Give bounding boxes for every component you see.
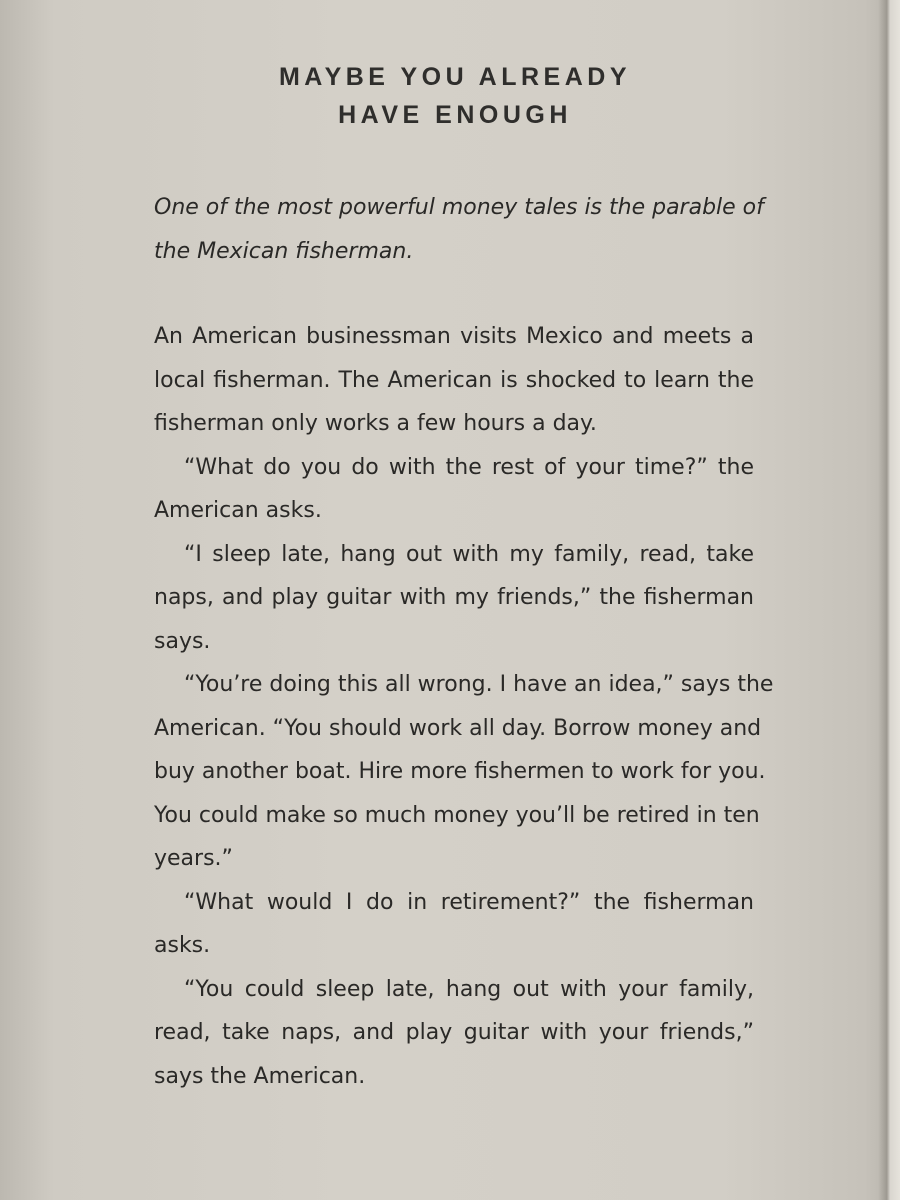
text-line: fisherman only works a few hours a day. — [154, 411, 597, 436]
text-line: read, take naps, and play guitar with your friends,” — [154, 1020, 754, 1045]
text-line: says. — [154, 628, 211, 654]
text-line: “What do you do with the rest of your time?” the — [184, 454, 754, 480]
text-line: “What would I do in retirement?” the fisherman — [184, 889, 754, 915]
text-line: naps, and play guitar with my friends,” the fisherman — [154, 585, 754, 610]
text-line: One of the most powerful money tales is the parable of — [154, 195, 764, 220]
text-line: says the American. — [154, 1063, 366, 1089]
text-line: asks. — [154, 933, 211, 958]
chapter-title-line-1: MAYBE YOU ALREADY — [278, 63, 631, 91]
text-line: “I sleep late, hang out with my family, read, take — [184, 541, 754, 567]
text-line: the Mexican fisherman. — [154, 238, 414, 264]
text-line: You could make so much money you’ll be retired in ten — [154, 802, 760, 828]
chapter-title — [150, 58, 760, 134]
chapter-title-line-2: HAVE ENOUGH — [338, 101, 572, 129]
text-line: American asks. — [154, 498, 322, 523]
story-text — [154, 315, 774, 1098]
text-line: local fisherman. The American is shocked to learn the — [154, 367, 754, 393]
intro-paragraph — [154, 186, 764, 273]
text-line: “You’re doing this all wrong. I have an idea,” says the — [184, 672, 774, 697]
text-line: years.” — [154, 846, 233, 871]
text-line: American. “You should work all day. Borrow money and — [154, 715, 762, 741]
text-line: “You could sleep late, hang out with your family, — [184, 976, 754, 1002]
text-line: buy another boat. Hire more fishermen to work for you. — [154, 759, 766, 784]
page-edge — [878, 0, 900, 1200]
text-line: An American businessman visits Mexico and meets a — [154, 324, 754, 349]
